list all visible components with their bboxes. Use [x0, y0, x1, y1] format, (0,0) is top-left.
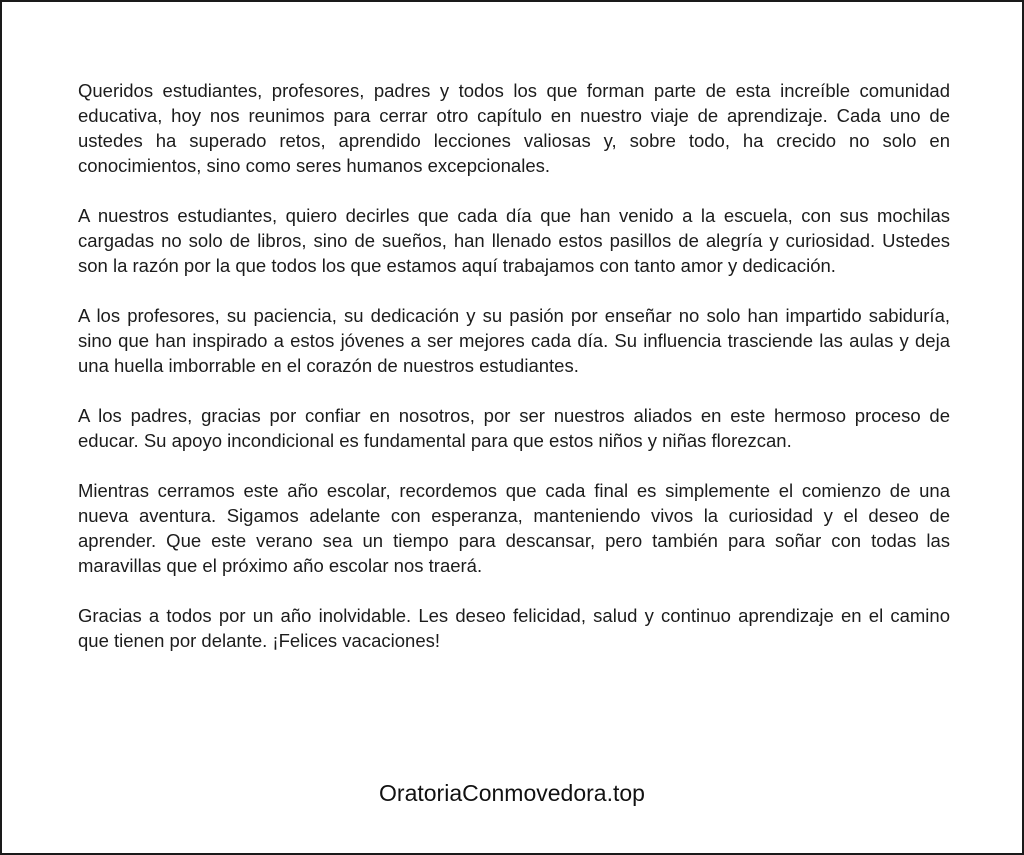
- paragraph-parents: A los padres, gracias por confiar en nosotros, por ser nuestros aliados en este hermoso proceso de educar. Su apoyo incondicional es fundamental para que estos niños y niñas florezcan.: [78, 405, 950, 451]
- paragraph-farewell: Gracias a todos por un año inolvidable. Les deseo felicidad, salud y continuo aprendizaje en el camino que tienen por delante. ¡Felices vacaciones!: [78, 605, 950, 651]
- paragraph-closing-year: Mientras cerramos este año escolar, recordemos que cada final es simplemente el comienzo de una nueva aventura. Sigamos adelante con esperanza, manteniendo vivos la curiosidad y el deseo de aprender. Que este verano sea un tiempo para descansar, pero también para soñar con todas las maravillas que el próximo año escolar nos traerá.: [78, 480, 950, 576]
- paragraph-students: A nuestros estudiantes, quiero decirles que cada día que han venido a la escuela, con sus mochilas cargadas no solo de libros, sino de sueños, han llenado estos pasillos de alegría y curiosidad. Ustedes son la razón por la que todos los que estamos aquí trabajamos con tanto amor y dedicación.: [78, 205, 950, 276]
- site-footer: OratoriaConmovedora.top: [379, 780, 645, 806]
- paragraph-greeting: Queridos estudiantes, profesores, padres y todos los que forman parte de esta increíble comunidad educativa, hoy nos reunimos para cerrar otro capítulo en nuestro viaje de aprendizaje. Cada uno de ustedes ha superado retos, aprendido lecciones valiosas y, sobre todo, ha crecido no solo en conocimientos, sino como seres humanos excepcionales.: [78, 80, 950, 176]
- paragraph-teachers: A los profesores, su paciencia, su dedicación y su pasión por enseñar no solo han impartido sabiduría, sino que han inspirado a estos jóvenes a ser mejores cada día. Su influencia trasciende las aulas y deja una huella imborrable en el corazón de nuestros estudiantes.: [78, 305, 950, 376]
- speech-body: [78, 78, 950, 653]
